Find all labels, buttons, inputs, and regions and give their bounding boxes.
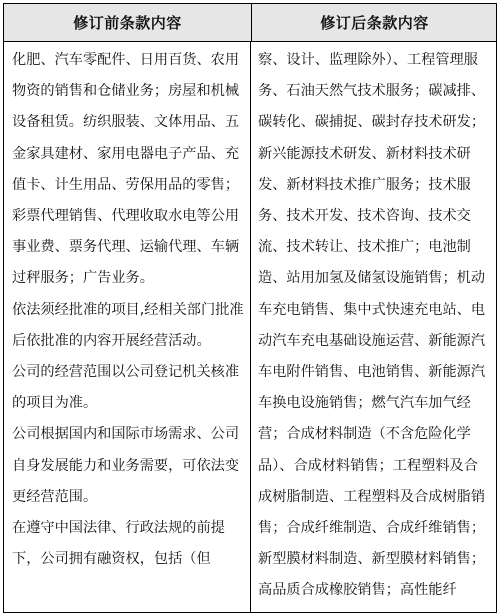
table-body-row <box>4 42 496 612</box>
paragraph-financing: 在遵守中国法律、行政法规的前提下，公司拥有融资权，包括（但 <box>12 520 225 568</box>
table-header-row <box>4 4 496 42</box>
paragraph-approval: 依法须经批准的项目,经相关部门批准后依批准的内容开展经营活动。 <box>12 301 244 349</box>
paragraph-change-scope: 公司根据国内和国际市场需求、公司自身发展能力和业务需要，可依法变更经营范围。 <box>12 426 240 505</box>
paragraph-revised-scope: 察、设计、监理除外）、工程管理服务、石油天然气技术服务；碳减排、碳转化、碳捕捉、碳封存技术研发；新兴能源技术研发、新材料技术研发、新材料技术推广服务；技术服务、技术开发、技术咨询、技术交流、技术转让、技术推广；电池制造、站用加氢及储氢设施销售；机动车充电销售、集中式快速充电站、电动汽车充电基础设施运营、新能源汽车电附件销售、电池销售、新能源汽车换电设施销售；燃气汽车加气经营；合成材料制造（不含危险化学品）、合成材料销售；工程塑料及合成树脂制造、工程塑料及合成树脂销售；合成纤维制造、合成纤维销售；新型膜材料制造、新型膜材料销售；高品质合成橡胶销售；高性能纤 <box>258 52 486 599</box>
after-revision-column <box>251 42 496 612</box>
header-before-revision: 修订前条款内容 <box>4 4 252 41</box>
before-revision-column <box>4 42 251 612</box>
paragraph-business-scope: 化肥、汽车零配件、日用百货、农用物资的销售和仓储业务；房屋和机械设备租赁。纺织服装、文体用品、五金家具建材、家用电器电子产品、充值卡、计生用品、劳保用品的零售；彩票代理销售、代理收取水电等公用事业费、票务代理、运输代理、车辆过秤服务；广告业务。 <box>12 52 240 287</box>
paragraph-registration: 公司的经营范围以公司登记机关核准的项目为准。 <box>12 364 240 412</box>
comparison-table <box>3 3 497 613</box>
header-after-revision: 修订后条款内容 <box>320 14 429 32</box>
